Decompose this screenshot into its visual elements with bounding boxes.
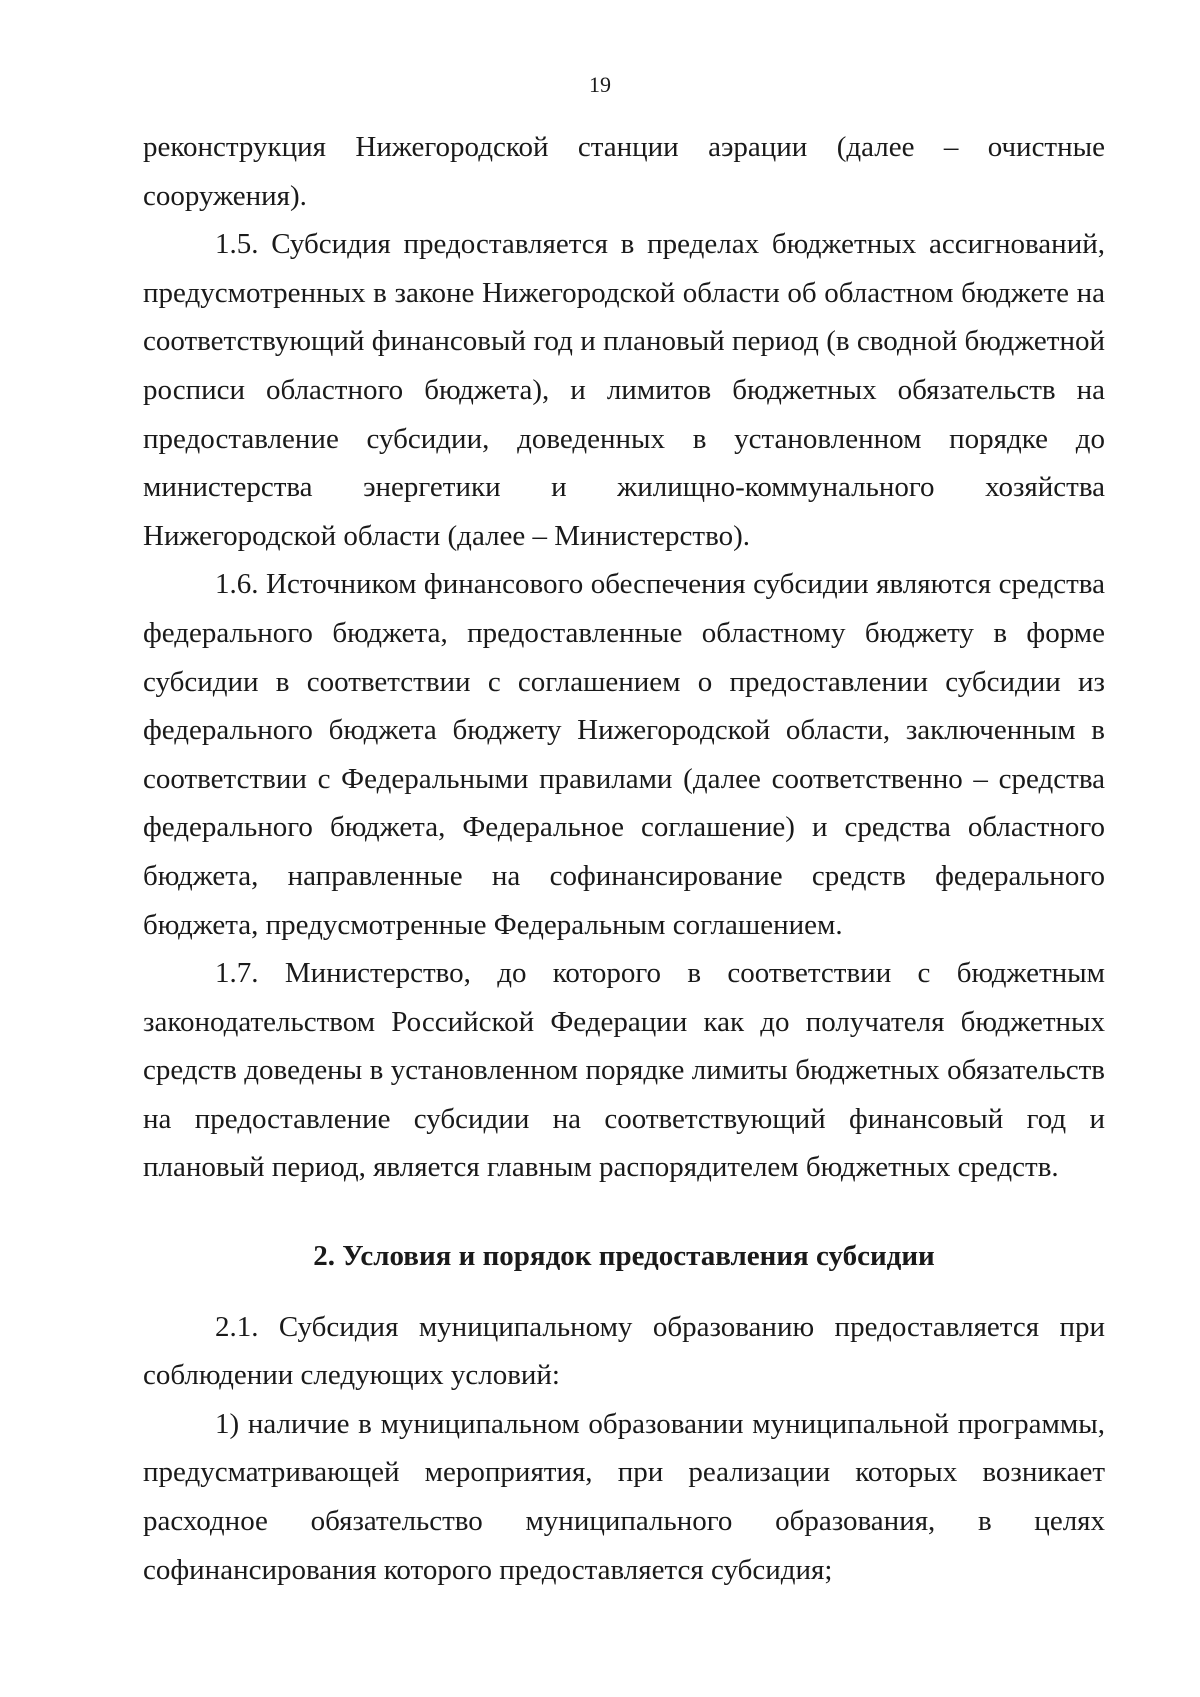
paragraph-1-5: 1.5. Субсидия предоставляется в пределах бюджетных ассигнований, предусмотренных в законе Нижегородской области об областном бюджете на соответствующий финансовый год и плановый период (в сводной бюджетной росписи областного бюджета), и лимитов бюджетных обязательств на предоставление субсидии, доведенных в установленном порядке до министерства энергетики и жилищно-коммунального хозяйства Нижегородской области (далее – Министерство).	[143, 228, 1105, 552]
paragraph-2-1: 2.1. Субсидия муниципальному образованию предоставляется при соблюдении следующих условий:	[143, 1310, 1105, 1392]
paragraph-1-6: 1.6. Источником финансового обеспечения субсидии являются средства федерального бюджета, предоставленные областному бюджету в форме субсидии в соответствии с соглашением о предоставлении субсидии из федерального бюджета бюджету Нижегородской области, заключенным в соответствии с Федеральными правилами (далее соответственно – средства федерального бюджета, Федеральное соглашение) и средства областного бюджета, направленные на софинансирование средств федерального бюджета, предусмотренные Федеральным соглашением.	[143, 568, 1105, 941]
page-number: 19	[589, 72, 611, 97]
paragraph-2-1-item-1: 1) наличие в муниципальном образовании муниципальной программы, предусматривающей мероприятия, при реализации которых возникает расходное обязательство муниципального образования, в целях софинансирования которого предоставляется субсидия;	[143, 1407, 1105, 1586]
section-heading: 2. Условия и порядок предоставления субсидии	[313, 1240, 935, 1273]
paragraph-continuation: реконструкция Нижегородской станции аэрации (далее – очистные сооружения).	[143, 131, 1105, 212]
paragraph-1-7: 1.7. Министерство, до которого в соответствии с бюджетным законодательством Российской Федерации как до получателя бюджетных средств доведены в установленном порядке лимиты бюджетных обязательств на предоставление субсидии на соответствующий финансовый год и плановый период, является главным распорядителем бюджетных средств.	[143, 957, 1105, 1184]
document-body	[143, 123, 1105, 1594]
